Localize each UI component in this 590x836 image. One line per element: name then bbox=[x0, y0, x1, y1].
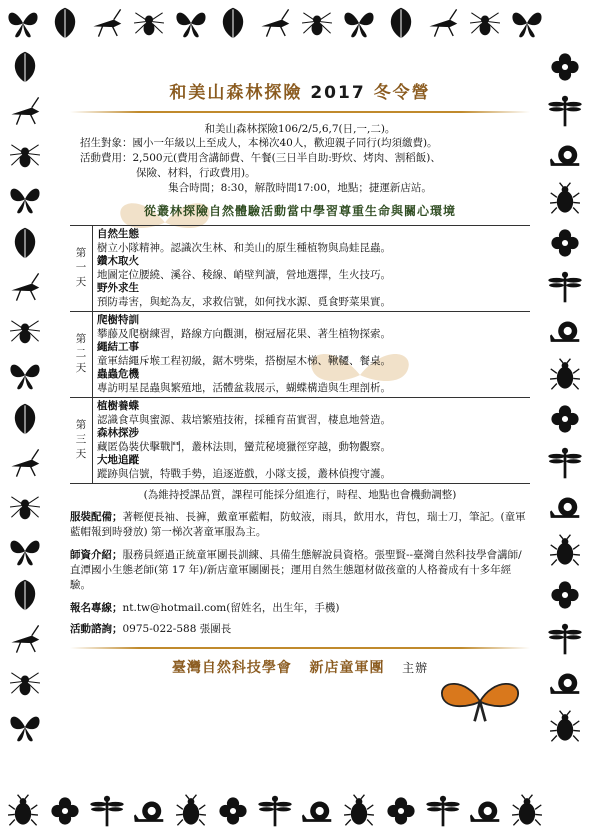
grasshopper-icon bbox=[8, 94, 42, 128]
dragonfly-icon bbox=[548, 622, 582, 656]
activity-heading: 繩結工事 bbox=[97, 341, 139, 353]
title-year: 2017 bbox=[310, 83, 366, 103]
register-email[interactable]: nt.tw@hotmail.com(留姓名，出生年，手機) bbox=[122, 602, 340, 614]
title-suffix: 冬令營 bbox=[373, 83, 431, 103]
title-prefix: 和美山森林探險 bbox=[169, 83, 303, 103]
camp-dates: 和美山森林探險106/2/5,6,7(日,一,二)。 bbox=[204, 123, 396, 135]
spider-icon bbox=[300, 6, 334, 40]
beetle-icon bbox=[548, 534, 582, 568]
register-section: 報名專線；nt.tw@hotmail.com(留姓名，出生年，手機) bbox=[70, 602, 340, 614]
dragonfly-icon bbox=[258, 794, 292, 828]
spider-icon bbox=[8, 666, 42, 700]
schedule-note: (為維持授課品質，課程可能採分組進行，時程、地點也會機動調整) bbox=[143, 489, 457, 501]
flower-icon bbox=[48, 794, 82, 828]
contact-section: 活動諮詢；0975-022-588 張團長 bbox=[70, 623, 232, 635]
activity-desc: 藏匿偽裝伏擊戰鬥，叢林法則，蠻荒秘境獵徑穿越，動物觀察。 bbox=[97, 441, 391, 453]
info-row: 招生對象： 國小一年級以上至成人，本梯次40人，歡迎親子同行(均須繳費)。 bbox=[80, 137, 438, 149]
spider-icon bbox=[132, 6, 166, 40]
grasshopper-icon bbox=[426, 6, 460, 40]
gathering-info: 集合時間；8:30，解散時間17:00，地點；捷運新店站。 bbox=[168, 182, 432, 194]
activity-heading: 森林探涉 bbox=[97, 427, 139, 439]
spider-icon bbox=[8, 138, 42, 172]
activity-heading: 野外求生 bbox=[97, 282, 139, 294]
beetle-icon bbox=[6, 794, 40, 828]
spider-icon bbox=[468, 6, 502, 40]
activity-desc: 童軍結繩斥堠工程初級，鋸木劈柴，搭樹屋木梯、鞦韆、餐桌。 bbox=[97, 355, 391, 367]
butterfly-icon bbox=[435, 676, 525, 726]
beetle-icon bbox=[548, 710, 582, 744]
leaf-icon bbox=[8, 50, 42, 84]
grasshopper-icon bbox=[8, 270, 42, 304]
contact-phone[interactable]: 0975-022-588 張團長 bbox=[122, 623, 232, 635]
day-label: 第二天 bbox=[70, 312, 93, 397]
activity-desc: 地圖定位腰繞、溪谷、稜線、峭壁判讀，營地選擇，生火技巧。 bbox=[97, 269, 391, 281]
day-label: 第一天 bbox=[70, 226, 93, 311]
grasshopper-icon bbox=[258, 6, 292, 40]
butterfly-icon bbox=[8, 710, 42, 744]
page-title bbox=[70, 78, 530, 103]
butterfly-icon bbox=[174, 6, 208, 40]
activity-desc: 樹立小隊精神。認識次生林、和美山的原生種植物與鳥蛙昆蟲。 bbox=[97, 242, 391, 254]
info-row: 活動費用： 2,500元(費用含講師費、午餐(三日半自助:野炊、烤肉、割稻飯)、 bbox=[80, 152, 441, 164]
flower-icon bbox=[548, 226, 582, 260]
dragonfly-icon bbox=[548, 446, 582, 480]
info-block bbox=[80, 136, 530, 181]
butterfly-icon bbox=[8, 358, 42, 392]
info-row: 保險、材料，行政費用)。 bbox=[136, 167, 256, 179]
flower-icon bbox=[384, 794, 418, 828]
spider-icon bbox=[8, 314, 42, 348]
butterfly-icon bbox=[8, 534, 42, 568]
organizer-2: 新店童軍團 bbox=[309, 660, 385, 676]
dragonfly-icon bbox=[90, 794, 124, 828]
flower-icon bbox=[548, 402, 582, 436]
flower-icon bbox=[548, 50, 582, 84]
flower-icon bbox=[216, 794, 250, 828]
butterfly-icon bbox=[342, 6, 376, 40]
dragonfly-icon bbox=[548, 94, 582, 128]
dragonfly-icon bbox=[426, 794, 460, 828]
day-1 bbox=[70, 225, 530, 311]
activity-desc: 蹤跡與信號，特戰手勢，追逐遊戲，小隊支援，叢林偵搜守護。 bbox=[97, 468, 391, 480]
leaf-icon bbox=[8, 226, 42, 260]
host-label: 主辦 bbox=[402, 661, 429, 675]
butterfly-icon bbox=[510, 6, 544, 40]
leaf-icon bbox=[8, 578, 42, 612]
beetle-icon bbox=[548, 358, 582, 392]
snail-icon bbox=[548, 666, 582, 700]
divider bbox=[70, 111, 530, 113]
snail-icon bbox=[300, 794, 334, 828]
beetle-icon bbox=[548, 182, 582, 216]
activity-desc: 攀藤及爬樹練習，路線方向觀測，樹冠層花果、著生植物探索。 bbox=[97, 328, 391, 340]
butterfly-icon bbox=[6, 6, 40, 40]
snail-icon bbox=[548, 138, 582, 172]
grasshopper-icon bbox=[8, 446, 42, 480]
day-3 bbox=[70, 397, 530, 484]
equipment-section: 服裝配備；著輕便長袖、長褲，戴童軍藍帽，防蚊液，雨具，飲用水，背包，瑞士刀，筆記。(童軍藍帽報到時發放) 第一梯次著童軍服為主。 bbox=[70, 511, 526, 538]
snail-icon bbox=[548, 314, 582, 348]
activity-heading: 蟲蟲危機 bbox=[97, 368, 139, 380]
activity-heading: 爬樹特訓 bbox=[97, 314, 139, 326]
leaf-icon bbox=[384, 6, 418, 40]
divider bbox=[70, 647, 530, 649]
day-2 bbox=[70, 311, 530, 397]
dragonfly-icon bbox=[548, 270, 582, 304]
flower-icon bbox=[548, 578, 582, 612]
activity-desc: 認識食草與蜜源、栽培繁殖技術，採種育苗實習，棲息地營造。 bbox=[97, 414, 391, 426]
snail-icon bbox=[548, 490, 582, 524]
spider-icon bbox=[8, 490, 42, 524]
activity-heading: 大地追蹤 bbox=[97, 454, 139, 466]
beetle-icon bbox=[174, 794, 208, 828]
activity-desc: 預防毒害，與蛇為友，求救信號，如何找水源、覓食野菜果實。 bbox=[97, 296, 391, 308]
leaf-icon bbox=[216, 6, 250, 40]
organizer-1: 臺灣自然科技學會 bbox=[171, 660, 292, 676]
activity-heading: 鑽木取火 bbox=[97, 255, 139, 267]
leaf-icon bbox=[48, 6, 82, 40]
activity-heading: 植樹養蝶 bbox=[97, 400, 139, 412]
footer-organizers bbox=[70, 657, 530, 677]
activity-desc: 專訪明星昆蟲與繁殖地，活體盆栽展示，蝴蝶構造與生理剖析。 bbox=[97, 382, 391, 394]
grasshopper-icon bbox=[8, 622, 42, 656]
grasshopper-icon bbox=[90, 6, 124, 40]
flyer-content bbox=[70, 66, 530, 770]
teacher-section: 師資介紹；服務員經過正統童軍團長訓練、具備生態解說員資格。張聖賢--臺灣自然科技學會講師/直潭國小生態老師(第 17 年)/新店童軍團團長；運用自然生態題材做孩童的人格養成有十多年經驗。 bbox=[70, 549, 522, 591]
beetle-icon bbox=[342, 794, 376, 828]
motto: 從叢林探險自然體驗活動當中學習尊重生命與關心環境 bbox=[143, 204, 456, 218]
day-label: 第三天 bbox=[70, 398, 93, 483]
schedule bbox=[70, 225, 530, 484]
beetle-icon bbox=[510, 794, 544, 828]
snail-icon bbox=[468, 794, 502, 828]
snail-icon bbox=[132, 794, 166, 828]
activity-heading: 自然生態 bbox=[97, 228, 139, 240]
butterfly-icon bbox=[8, 182, 42, 216]
leaf-icon bbox=[8, 402, 42, 436]
